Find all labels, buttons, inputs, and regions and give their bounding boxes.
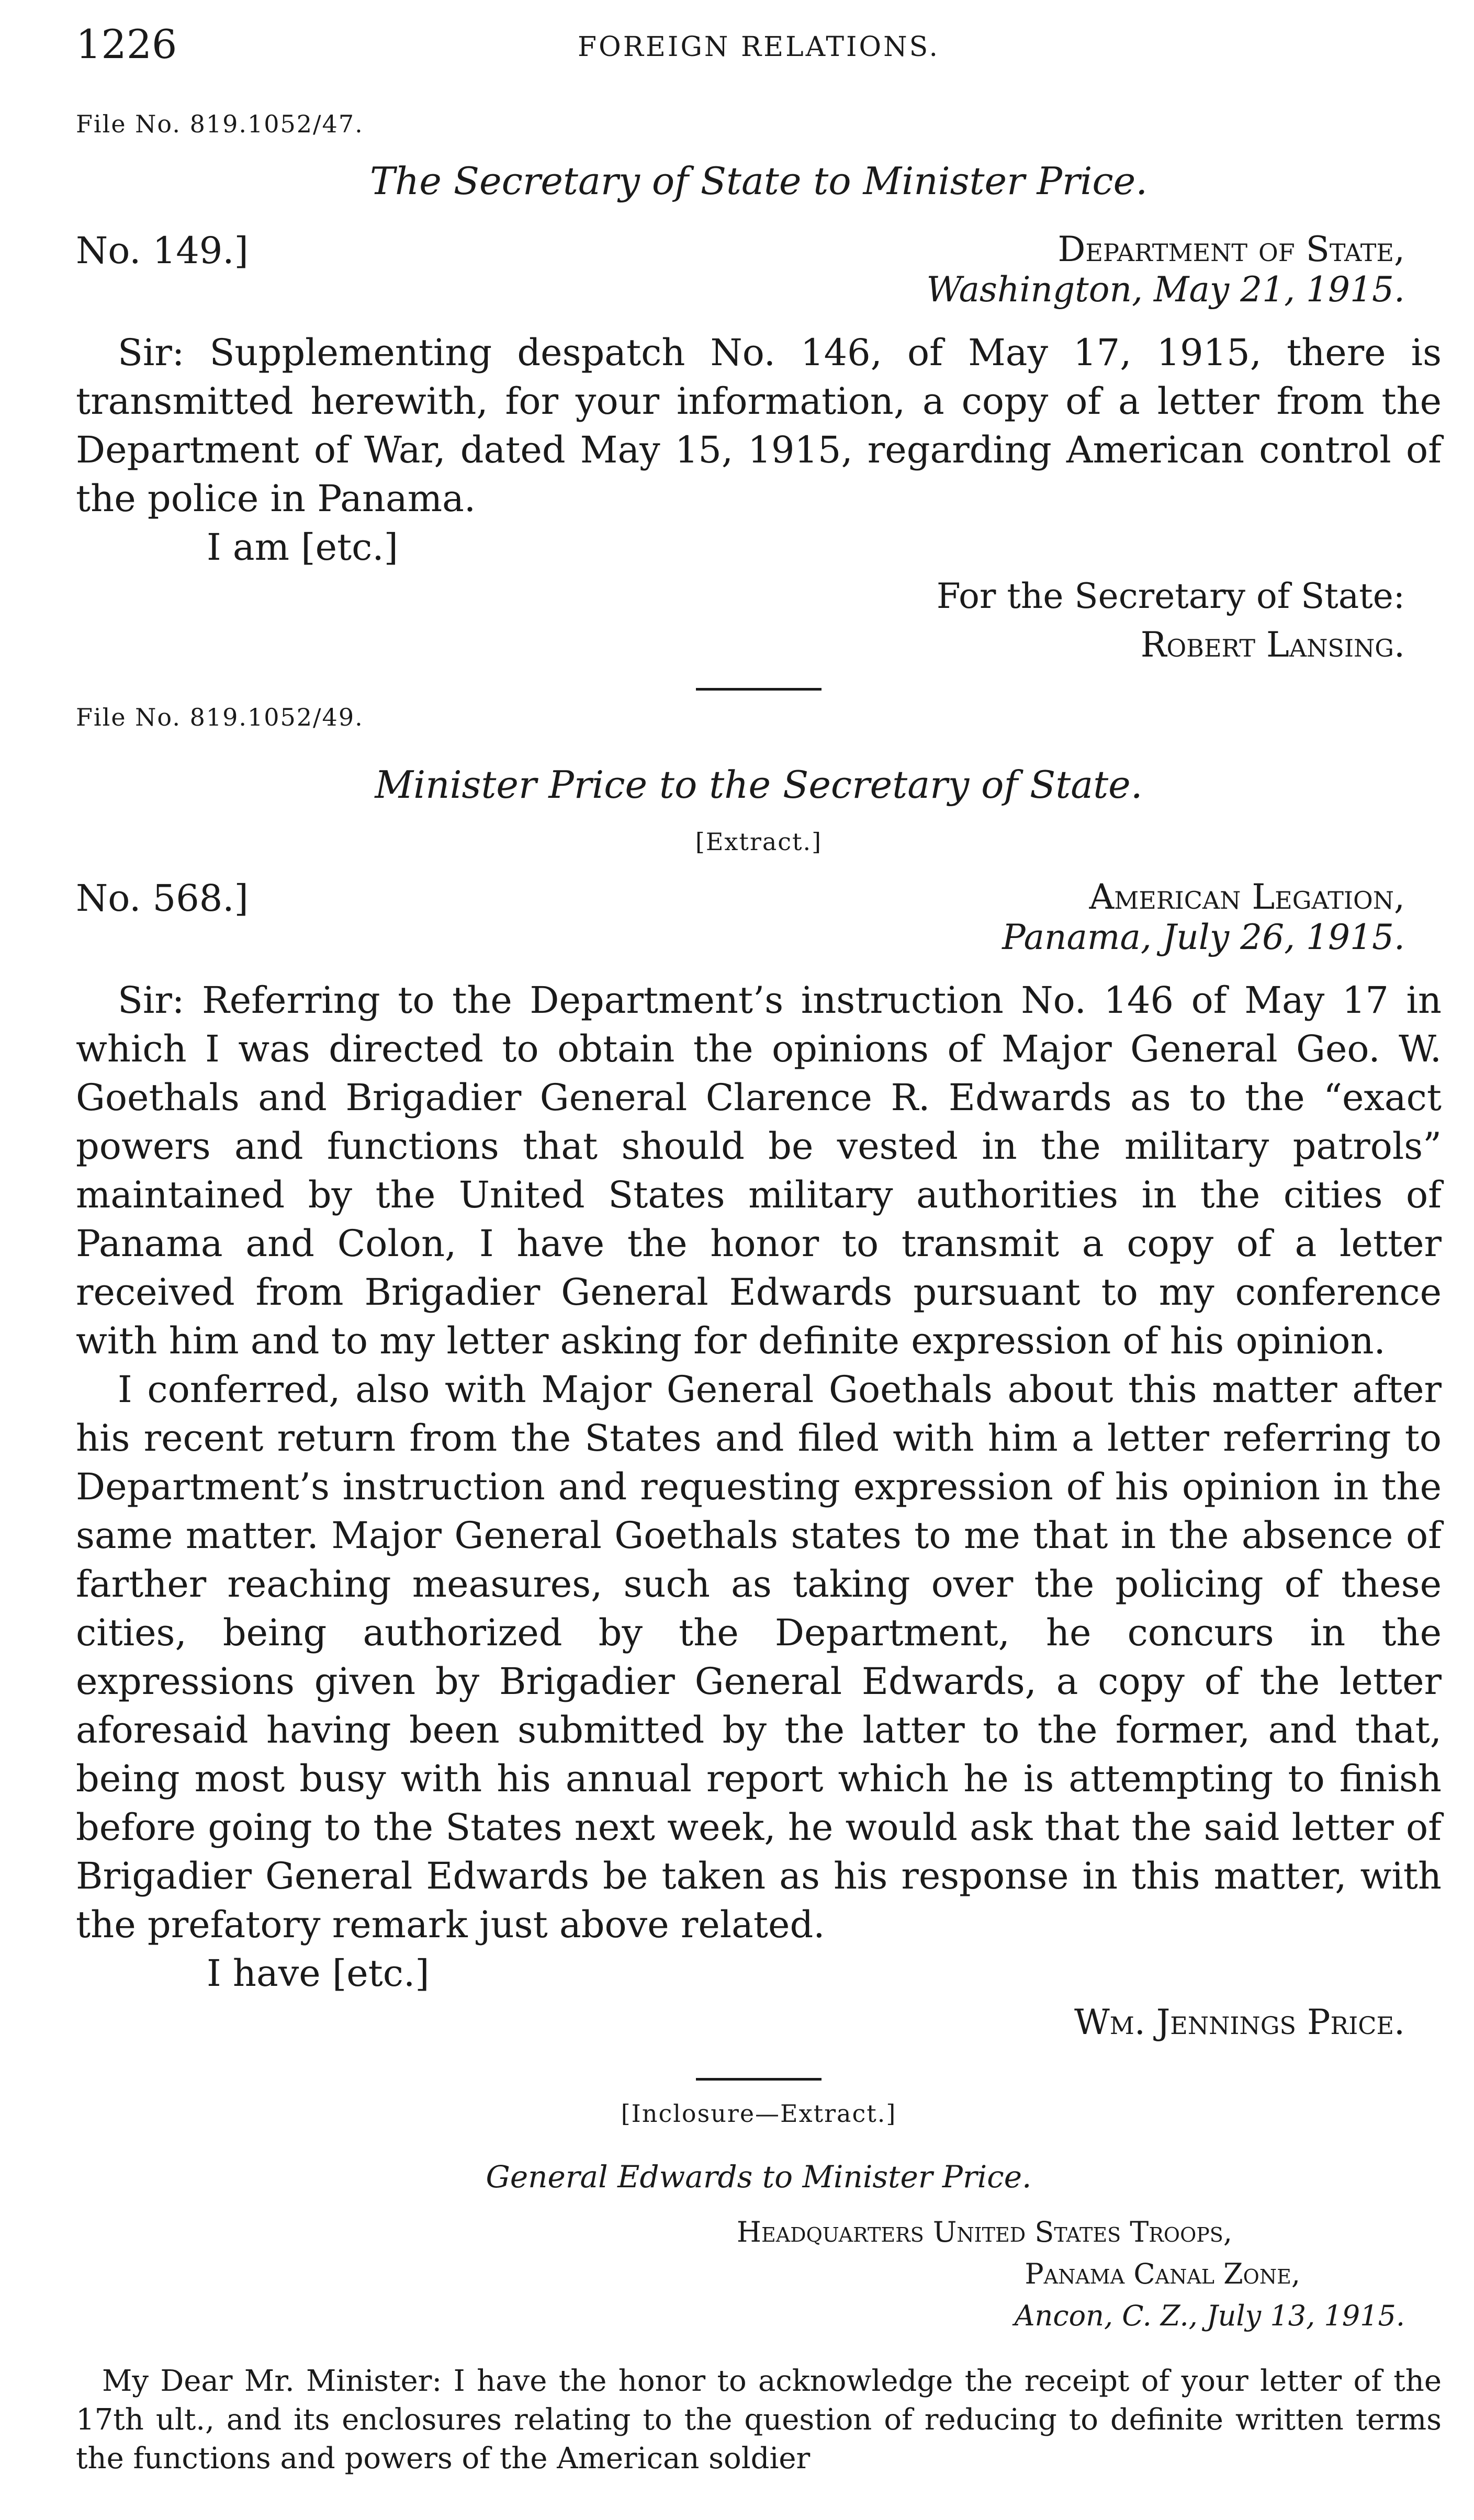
letter-body: Sir: Supplementing despatch No. 146, of May 17, 1915, there is transmitted herewith, for your information, a copy of a letter from the Department of War, dated May 15, 1915, regarding American control of the police in Panama. [76,331,1442,520]
inclosure-note: [Inclosure—Extract.] [621,2099,897,2128]
place-date: Panama, July 26, 1915. [1002,917,1405,957]
signature-line: For the Secretary of State: [936,576,1405,616]
hq-line: Headquarters United States Troops, [736,2216,1232,2248]
department-name: Department of State, [1057,229,1405,269]
headquarters-block [76,2216,1442,2346]
despatch-number: No. 149.] [76,229,249,272]
inclosure-title: General Edwards to Minister Price. [486,2159,1032,2195]
sender-block [927,229,1405,310]
file-number: File No. 819.1052/49. [76,703,364,731]
letter-title: Minister Price to the Secretary of State. [375,763,1143,807]
page-number: 1226 [76,21,177,67]
letter-paragraph: Sir: Referring to the Department’s instruction No. 146 of May 17 in which I was directed to obtain the opinions of Major General Geo. W. Goethals and Brigadier General Clarence R. Edwards as to the “exact powers and functions that should be vested in the military patrols” maintained by the United States military authorities in the cities of Panama and Colon, I have the honor to transmit a copy of a letter received from Brigadier General Edwards pursuant to my conference with him and to my letter asking for definite expression of his opinion. [76,979,1442,1362]
extract-note: [Extract.] [695,828,823,856]
closing: I am [etc.] [207,526,398,569]
inclosure-body: My Dear Mr. Minister: I have the honor to acknowledge the receipt of your letter of the 17th ult., and its enclosures relating to the question of reducing to definite written terms the functions and powers of the American soldier [76,2364,1442,2476]
hq-place-date: Ancon, C. Z., July 13, 1915. [1014,2299,1405,2332]
section-divider [696,688,822,691]
running-title: FOREIGN RELATIONS. [578,31,940,63]
legation-name: American Legation, [1089,877,1405,917]
signature-name: Robert Lansing. [1140,625,1405,665]
hq-line: Panama Canal Zone, [1025,2257,1300,2290]
section-divider [696,2078,822,2081]
letter-paragraph: I conferred, also with Major General Goethals about this matter after his recent return from the States and filed with him a letter referring to Department’s instruction and requesting expression of his opinion in the same matter. Major General Goethals states to me that in the absence of farther reaching measures, such as taking over the policing of these cities, being authorized by the Department, he concurs in the expressions given by Brigadier General Edwards, a copy of the letter aforesaid having been submitted by the latter to the former, and that, being most busy with his annual report which he is attempting to finish before going to the States next week, he would ask that the said letter of Brigadier General Edwards be taken as his response in this matter, with the prefatory remark just above related. [76,1368,1442,1946]
letter-header [76,219,1442,329]
running-head [76,10,1442,73]
letter-header [76,866,1442,976]
signature-name: Wm. Jennings Price. [1074,2002,1405,2042]
despatch-number: No. 568.] [76,877,249,920]
closing: I have [etc.] [207,1952,430,1995]
letter-title: The Secretary of State to Minister Price. [369,159,1148,203]
place-date: Washington, May 21, 1915. [926,269,1405,310]
document-page [76,10,1442,2478]
sender-block [1002,877,1405,957]
file-number: File No. 819.1052/47. [76,110,364,138]
